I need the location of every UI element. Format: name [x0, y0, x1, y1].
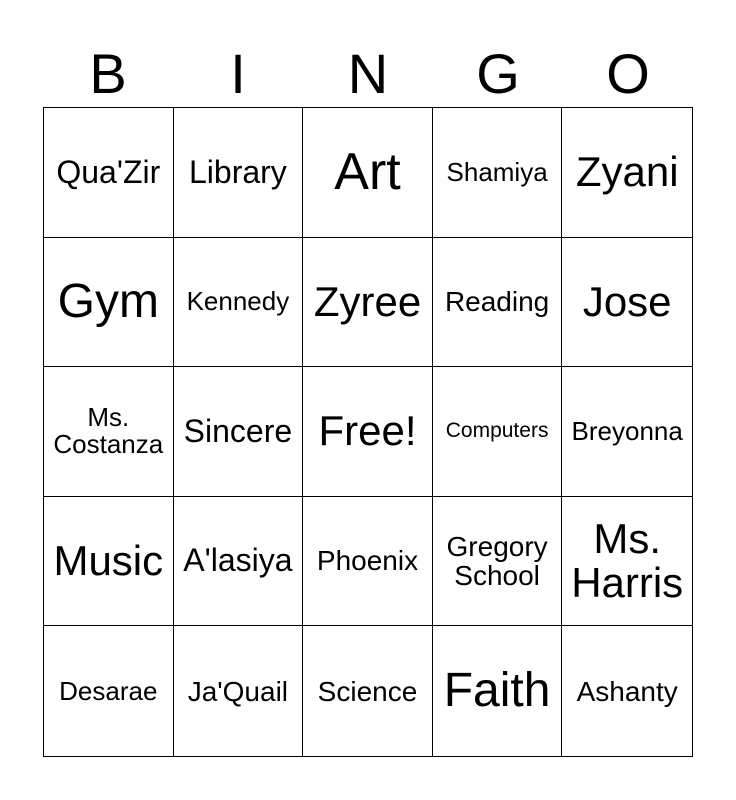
bingo-cell[interactable]: Zyree	[303, 238, 433, 368]
bingo-cell[interactable]: Shamiya	[433, 108, 563, 238]
bingo-cell[interactable]: Reading	[433, 238, 563, 368]
bingo-free-cell[interactable]: Free!	[303, 367, 433, 497]
bingo-cell[interactable]: Zyani	[562, 108, 692, 238]
bingo-cell[interactable]: Music	[44, 497, 174, 627]
bingo-cell[interactable]: Kennedy	[174, 238, 304, 368]
bingo-cell[interactable]: Ms. Costanza	[44, 367, 174, 497]
header-letter-g: G	[476, 42, 520, 105]
bingo-cell[interactable]: Science	[303, 626, 433, 756]
bingo-cell[interactable]: Computers	[433, 367, 563, 497]
bingo-cell[interactable]: Art	[303, 108, 433, 238]
bingo-cell[interactable]: Library	[174, 108, 304, 238]
bingo-cell[interactable]: Faith	[433, 626, 563, 756]
bingo-cell[interactable]: Ashanty	[576, 675, 678, 707]
bingo-cell[interactable]: Gym	[44, 238, 174, 368]
bingo-header	[43, 40, 693, 108]
bingo-card	[43, 107, 693, 757]
bingo-cell[interactable]: Jose	[562, 238, 692, 368]
bingo-cell[interactable]: Breyonna	[562, 367, 692, 497]
bingo-cell[interactable]: Desarae	[44, 626, 174, 756]
header-letter-n: N	[347, 42, 389, 105]
bingo-cell[interactable]: Phoenix	[303, 497, 433, 627]
bingo-cell[interactable]: A'lasiya	[174, 497, 304, 627]
header-letter-o: O	[606, 42, 650, 105]
bingo-cell[interactable]: Ms. Harris	[562, 497, 692, 627]
bingo-cell[interactable]: Qua'Zir	[44, 108, 174, 238]
bingo-cell[interactable]: Sincere	[174, 367, 304, 497]
bingo-cell[interactable]: Gregory School	[433, 497, 563, 627]
header-letter-i: I	[230, 42, 246, 105]
bingo-cell[interactable]: Ja'Quail	[174, 626, 304, 756]
header-letter-b: B	[89, 42, 127, 105]
